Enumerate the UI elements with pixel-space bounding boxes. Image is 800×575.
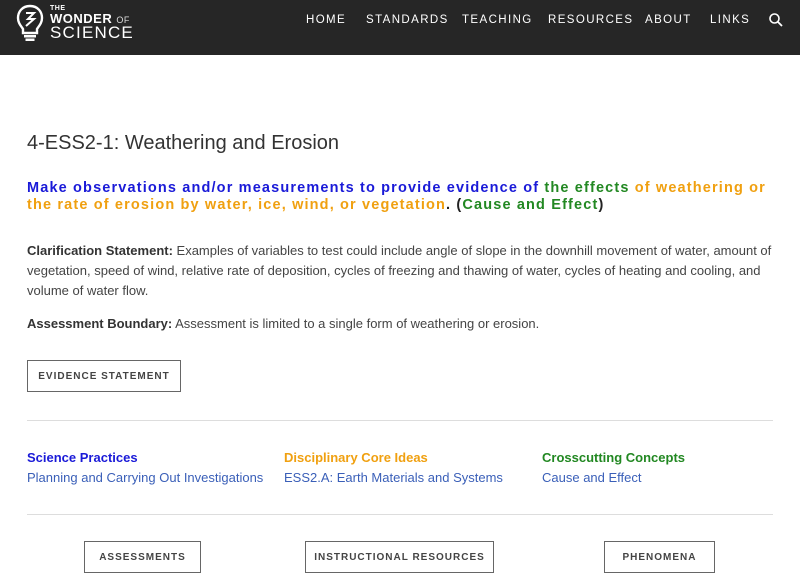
clarification-text: Examples of variables to test could include angle of slope in the downhill movement of water, amount of vegetation, speed of wind, relative rate of deposition, cycles of freezing and thawing of water, cycles of heating and cooling, and volume of water flow. <box>27 243 772 298</box>
lightbulb-icon <box>16 4 44 42</box>
logo-the: THE <box>50 5 66 12</box>
pe-punct-open: . ( <box>446 197 463 213</box>
nav-resources[interactable]: RESOURCES <box>548 14 634 26</box>
science-practices-heading: Science Practices <box>27 450 138 465</box>
clarification-label: Clarification Statement: <box>27 243 173 258</box>
assessment-label: Assessment Boundary: <box>27 316 173 331</box>
search-icon[interactable] <box>768 12 784 28</box>
science-practices-link[interactable]: Planning and Carrying Out Investigations <box>27 470 264 485</box>
clarification-statement <box>27 241 777 301</box>
pe-crosscutting-text: the effects <box>544 180 630 196</box>
crosscutting-link[interactable]: Cause and Effect <box>542 470 642 485</box>
nav-home[interactable]: HOME <box>306 14 347 26</box>
nav-links[interactable]: LINKS <box>710 14 751 26</box>
assessment-boundary <box>27 314 777 334</box>
nav-standards[interactable]: STANDARDS <box>366 14 449 26</box>
assessment-text: Assessment is limited to a single form of weathering or erosion. <box>172 316 540 331</box>
assessments-button[interactable]: ASSESSMENTS <box>84 541 201 573</box>
pe-punct-close: ) <box>598 197 605 213</box>
logo-of: OF <box>116 15 130 25</box>
logo-wonder: WONDER OF <box>50 11 130 26</box>
pe-cause-effect: Cause and Effect <box>462 197 599 213</box>
crosscutting-heading: Crosscutting Concepts <box>542 450 686 465</box>
nav-about[interactable]: ABOUT <box>645 14 692 26</box>
logo-science: SCIENCE <box>50 23 134 42</box>
nav-teaching[interactable]: TEACHING <box>462 14 533 26</box>
divider <box>27 420 773 421</box>
core-ideas-heading: Disciplinary Core Ideas <box>284 450 428 465</box>
page-title: 4-ESS2-1: Weathering and Erosion <box>27 132 340 154</box>
core-ideas-link[interactable]: ESS2.A: Earth Materials and Systems <box>284 470 503 485</box>
divider <box>27 514 773 515</box>
pe-core-idea-text: of weathering or the rate of erosion by water, ice, wind, or vegetation <box>27 180 766 213</box>
instructional-resources-button[interactable]: INSTRUCTIONAL RESOURCES <box>305 541 494 573</box>
evidence-statement-button[interactable]: EVIDENCE STATEMENT <box>27 360 181 392</box>
performance-expectation <box>27 180 787 214</box>
phenomena-button[interactable]: PHENOMENA <box>604 541 715 573</box>
site-logo[interactable] <box>16 4 146 42</box>
site-header <box>0 0 800 55</box>
pe-practice-text: Make observations and/or measurements to provide evidence of <box>27 180 540 196</box>
